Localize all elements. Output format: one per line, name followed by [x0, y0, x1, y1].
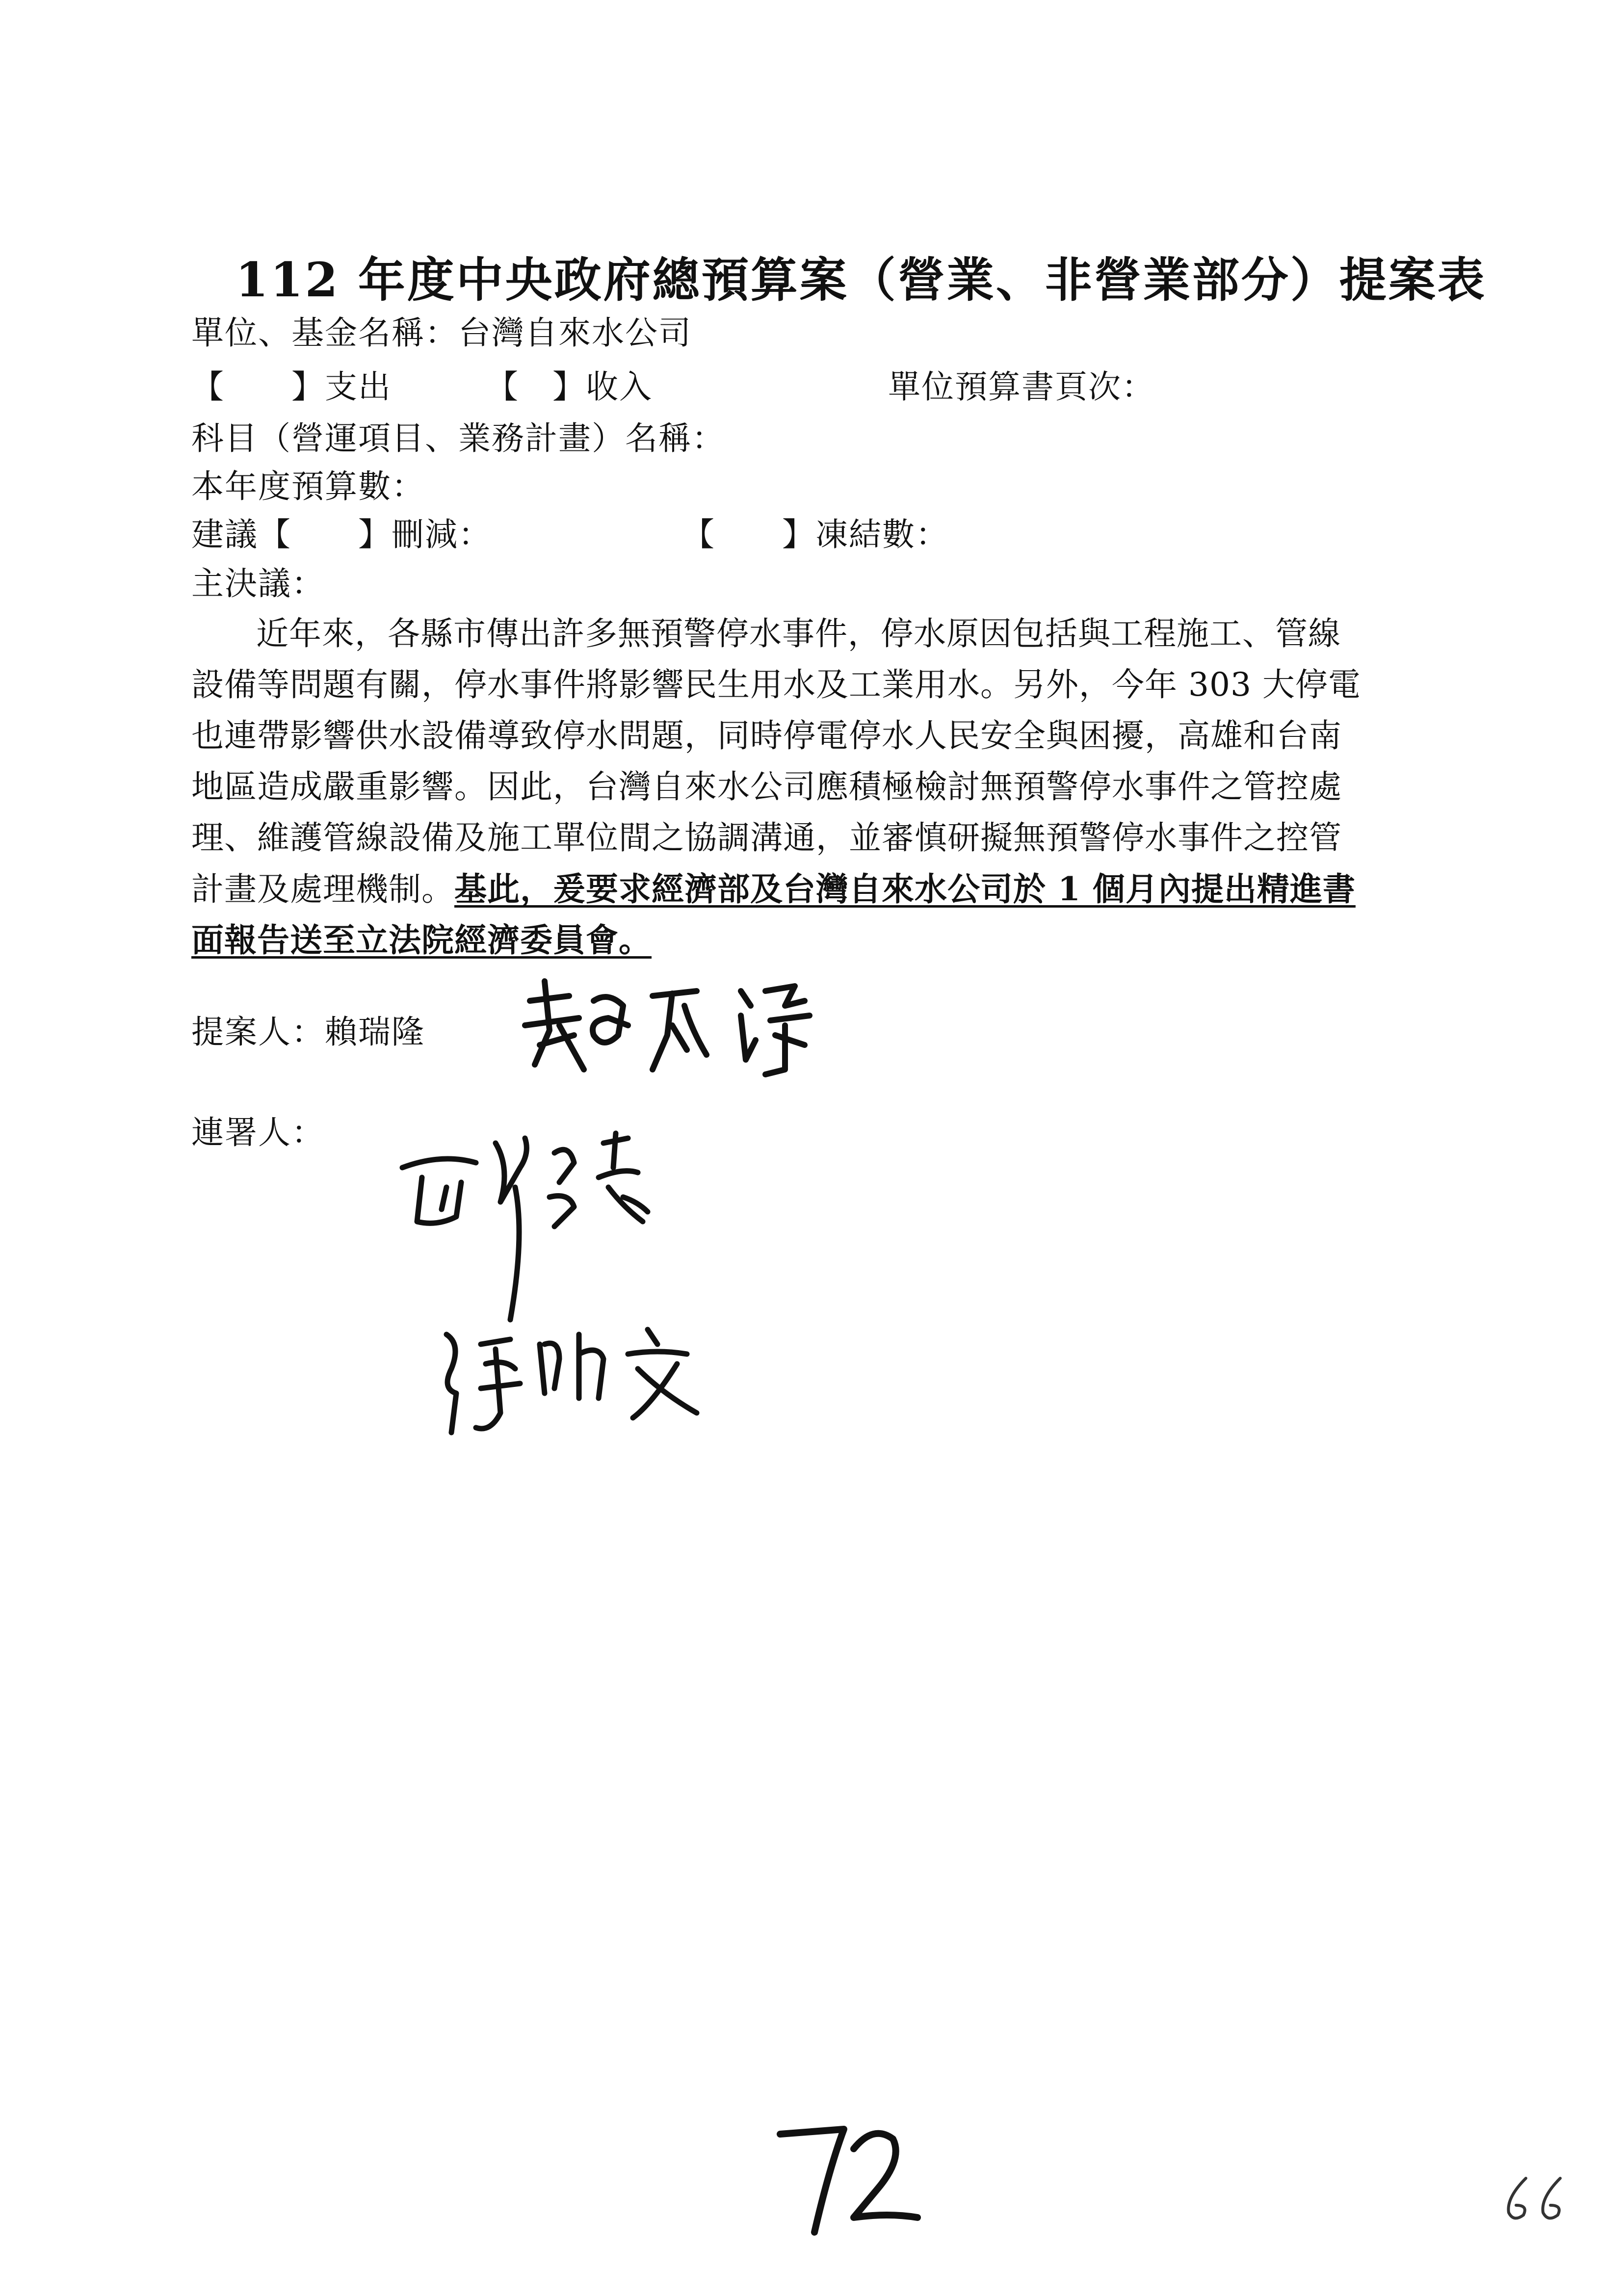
- body-line: 也連帶影響供水設備導致停水問題，同時停電停水人民安全與困擾，高雄和台南: [191, 717, 1342, 755]
- body-line-6: [191, 863, 1477, 914]
- body-line-6-plain: 計畫及處理機制。: [191, 870, 454, 908]
- body-line: 設備等問題有關，停水事件將影響民生用水及工業用水。另外，今年 303 大停電: [191, 666, 1361, 704]
- proposal-line: [191, 508, 1477, 553]
- expense-income-line: [191, 361, 1477, 406]
- main-resolution-label: 主決議：: [191, 565, 325, 602]
- cosigner-signature-1: [393, 1123, 697, 1330]
- subject-line: 科目（營運項目、業務計畫）名稱：: [191, 419, 725, 457]
- small-page-number-text: [1496, 2168, 1497, 2169]
- expense-bracket: 【 】支出: [191, 368, 392, 406]
- handwritten-page-number: [770, 2110, 927, 2249]
- body-line: 理、維護管線設備及施工單位間之協調溝通，並審慎研擬無預警停水事件之控管: [191, 819, 1342, 857]
- body-line-7: [191, 914, 1477, 965]
- budget-page-label: 單位預算書頁次：: [888, 368, 1155, 406]
- proposer-line: 提案人：賴瑞隆: [191, 1013, 425, 1051]
- body-line: 地區造成嚴重影響。因此，台灣自來水公司應積極檢討無預警停水事件之管控處: [191, 768, 1342, 806]
- cut-bracket: 建議【 】刪減：: [191, 516, 492, 553]
- body-line-7-emphasis: 面報告送至立法院經濟委員會。: [191, 921, 652, 959]
- income-bracket: 【 】收入: [486, 368, 653, 406]
- proposer-signature: [510, 971, 824, 1079]
- cosigner-line: 連署人：: [191, 1114, 325, 1151]
- unit-fund-line: 單位、基金名稱：台灣自來水公司: [191, 314, 692, 352]
- resolution-body: [191, 608, 1477, 965]
- body-line-6-emphasis: 基此，爰要求經濟部及台灣自來水公司於 1 個月內提出精進書: [454, 870, 1356, 908]
- current-budget-line: 本年度預算數：: [191, 468, 425, 505]
- freeze-bracket: 【 】凍結數：: [682, 516, 949, 553]
- cosigner-signature-2: [432, 1315, 746, 1452]
- document-title: 112 年度中央政府總預算案（營業、非營業部分）提案表: [236, 252, 1487, 308]
- small-page-number: [1496, 2168, 1575, 2229]
- body-line: 近年來，各縣市傳出許多無預警停水事件，停水原因包括與工程施工、管線: [256, 615, 1341, 652]
